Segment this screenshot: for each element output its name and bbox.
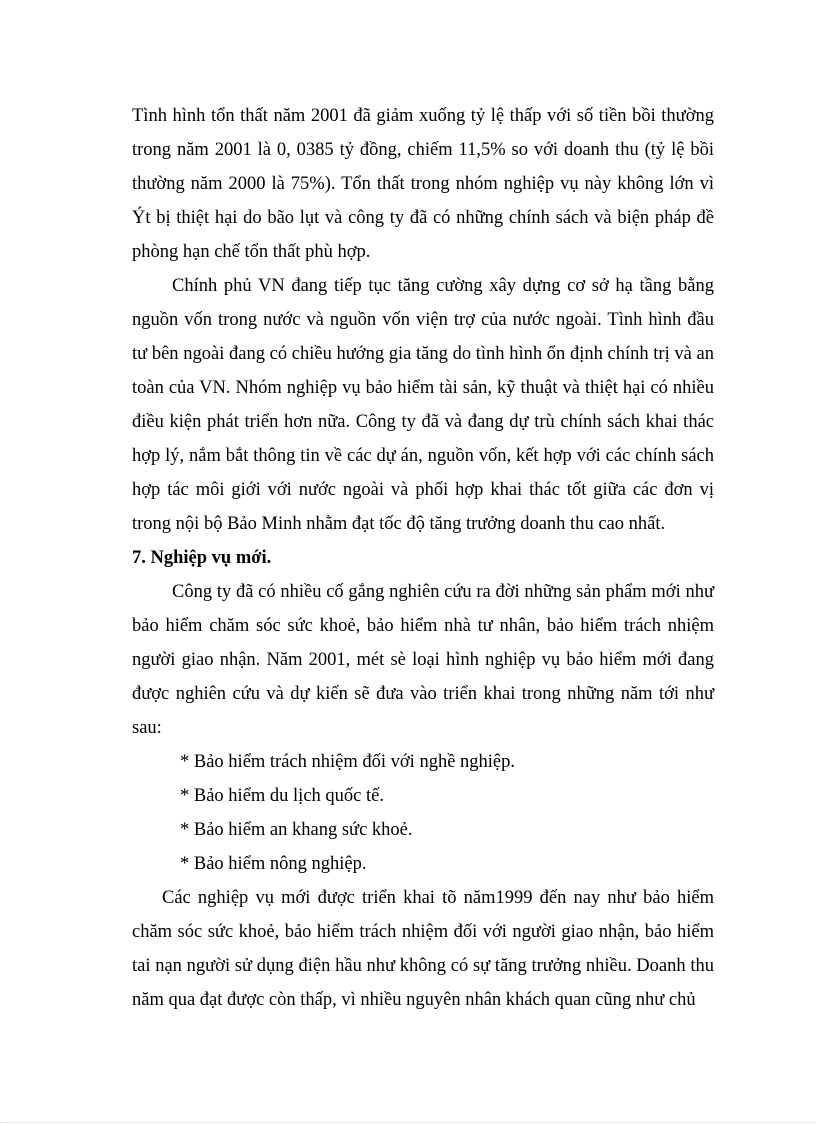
paragraph-new-products-performance: Các nghiệp vụ mới được triển khai tõ năm1999 đến nay như bảo hiểm chăm sóc sức khoẻ, bảo hiểm trách nhiệm đối với người giao nhận, bảo hiểm tai nạn người sử dụng điện hầu như không có sự tăng trưởng nhiều. Doanh thu năm qua đạt được còn thấp, vì nhiều nguyên nhân khách quan cũng như chủ — [132, 888, 714, 1010]
paragraph-new-products-intro: Công ty đã có nhiều cố gắng nghiên cứu ra đời những sản phẩm mới như bảo hiểm chăm sóc sức khoẻ, bảo hiểm nhà tư nhân, bảo hiểm trách nhiệm người giao nhận. Năm 2001, mét sè loại hình nghiệp vụ bảo hiểm mới đang được nghiên cứu và dự kiến sẽ đưa vào triển khai trong những năm tới như sau: — [132, 582, 714, 738]
paragraph-loss-situation: Tình hình tổn thất năm 2001 đã giảm xuống tỷ lệ thấp với số tiền bồi thường trong năm 2001 là 0, 0385 tỷ đồng, chiếm 11,5% so với doanh thu (tỷ lệ bồi thường năm 2000 là 75%). Tổn thất trong nhóm nghiệp vụ này không lớn vì Ýt bị thiệt hại do bão lụt và công ty đã có những chính sách và biện pháp đề phòng hạn chế tổn thất phù hợp. — [132, 106, 714, 262]
list-item: * Bảo hiểm an khang sức khoẻ. — [180, 820, 413, 840]
paragraph-government-infrastructure: Chính phủ VN đang tiếp tục tăng cường xây dựng cơ sở hạ tầng bằng nguồn vốn trong nước và nguồn vốn viện trợ của nước ngoài. Tình hình đầu tư bên ngoài đang có chiều hướng gia tăng do tình hình ổn định chính trị và an toàn của VN. Nhóm nghiệp vụ bảo hiểm tài sản, kỹ thuật và thiệt hại có nhiều điều kiện phát triển hơn nữa. Công ty đã và đang dự trù chính sách khai thác hợp lý, nắm bắt thông tin về các dự án, nguồn vốn, kết hợp với các chính sách hợp tác môi giới với nước ngoài và phối hợp khai thác tốt giữa các đơn vị trong nội bộ Bảo Minh nhằm đạt tốc độ tăng trưởng doanh thu cao nhất. — [132, 276, 714, 534]
document-body — [132, 99, 714, 1017]
section-heading-new-products: 7. Nghiệp vụ mới. — [132, 548, 272, 568]
list-item: * Bảo hiểm du lịch quốc tế. — [180, 786, 384, 806]
list-item: * Bảo hiểm trách nhiệm đối với nghề nghiệp. — [180, 752, 516, 772]
list-item: * Bảo hiểm nông nghiệp. — [180, 854, 367, 874]
new-products-list — [132, 745, 714, 881]
